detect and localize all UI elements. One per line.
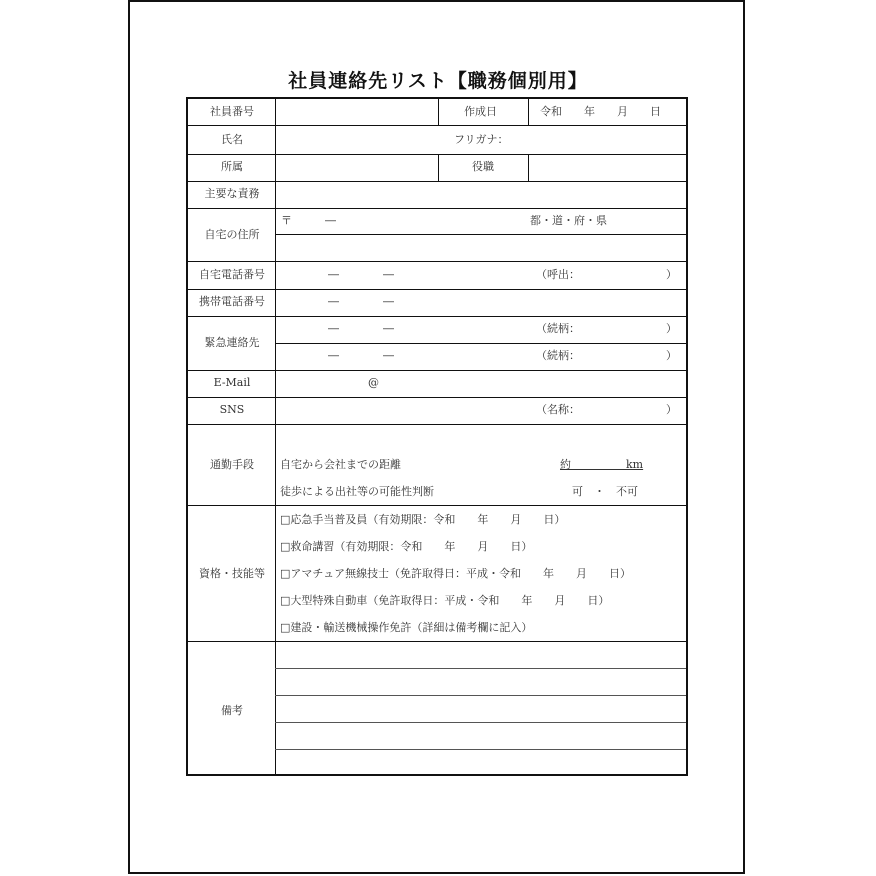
remarks-line — [275, 749, 686, 750]
row-line — [275, 234, 686, 235]
address-label: 自宅の住所 — [204, 228, 260, 241]
close-paren: ） — [666, 268, 677, 281]
created-date-value: 令和 年 月 日 — [540, 105, 661, 118]
divider — [438, 99, 439, 126]
qualification-item: □応急手当普及員（有効期限：令和 年 月 日） — [280, 513, 566, 526]
sns-name-label: （名称： — [536, 403, 580, 416]
divider — [528, 154, 529, 181]
call-label: （呼出： — [536, 268, 580, 281]
divider — [528, 99, 529, 126]
qualification-item: □大型特殊自動車（免許取得日：平成・令和 年 月 日） — [280, 594, 610, 607]
qualifications-label: 資格・技能等 — [199, 567, 265, 580]
commute-label: 通勤手段 — [210, 458, 254, 471]
sns-label: SNS — [219, 403, 245, 416]
position-label: 役職 — [472, 160, 494, 173]
row-line — [188, 641, 686, 642]
qualification-item: □救命講習（有効期限：令和 年 月 日） — [280, 540, 533, 553]
postal-code: 〒 ― — [281, 214, 336, 227]
row-line — [188, 505, 686, 506]
walk-value: 可 ・ 不可 — [572, 485, 638, 498]
row-line — [188, 208, 686, 209]
divider — [438, 154, 439, 181]
qualification-item: □建設・輸送機械操作免許（詳細は備考欄に記入） — [280, 621, 533, 634]
emergency-dashes-2: ― ― — [328, 349, 394, 362]
mobile-phone-label: 携帯電話番号 — [199, 295, 265, 308]
row-line — [275, 343, 686, 344]
relation-label-2: （続柄： — [536, 349, 580, 362]
dept-label: 所属 — [221, 160, 243, 173]
row-line — [188, 154, 686, 155]
email-label: E-Mail — [213, 376, 251, 389]
close-paren: ） — [666, 403, 677, 416]
row-line — [188, 125, 686, 126]
relation-label-1: （続柄： — [536, 322, 580, 335]
remarks-line — [275, 695, 686, 696]
emergency-dashes-1: ― ― — [328, 322, 394, 335]
remarks-line — [275, 722, 686, 723]
employee-no-label: 社員番号 — [210, 105, 254, 118]
emergency-label: 緊急連絡先 — [204, 336, 260, 349]
close-paren: ） — [666, 349, 677, 362]
home-phone-label: 自宅電話番号 — [199, 268, 265, 281]
duties-label: 主要な責務 — [204, 187, 260, 200]
row-line — [188, 181, 686, 182]
name-label: 氏名 — [221, 133, 243, 146]
document-title: 社員連絡先リスト【職務個別用】 — [288, 70, 588, 92]
distance-label: 自宅から会社までの距離 — [280, 458, 401, 471]
qualification-item: □アマチュア無線技士（免許取得日：平成・令和 年 月 日） — [280, 567, 632, 580]
walk-label: 徒歩による出社等の可能性判断 — [280, 485, 434, 498]
row-line — [188, 289, 686, 290]
contact-form-table — [186, 97, 688, 776]
remarks-line — [275, 668, 686, 669]
row-line — [188, 424, 686, 425]
prefecture-choice: 都・道・府・県 — [530, 214, 607, 227]
at-sign: @ — [368, 376, 379, 389]
mobile-phone-dashes: ― ― — [328, 295, 394, 308]
row-line — [188, 397, 686, 398]
created-date-label: 作成日 — [464, 105, 497, 118]
home-phone-dashes: ― ― — [328, 268, 394, 281]
close-paren: ） — [666, 322, 677, 335]
row-line — [188, 316, 686, 317]
remarks-label: 備考 — [221, 704, 243, 717]
row-line — [188, 261, 686, 262]
row-line — [188, 370, 686, 371]
distance-value: 約 km — [560, 458, 644, 471]
furigana-label: フリガナ： — [454, 133, 509, 146]
